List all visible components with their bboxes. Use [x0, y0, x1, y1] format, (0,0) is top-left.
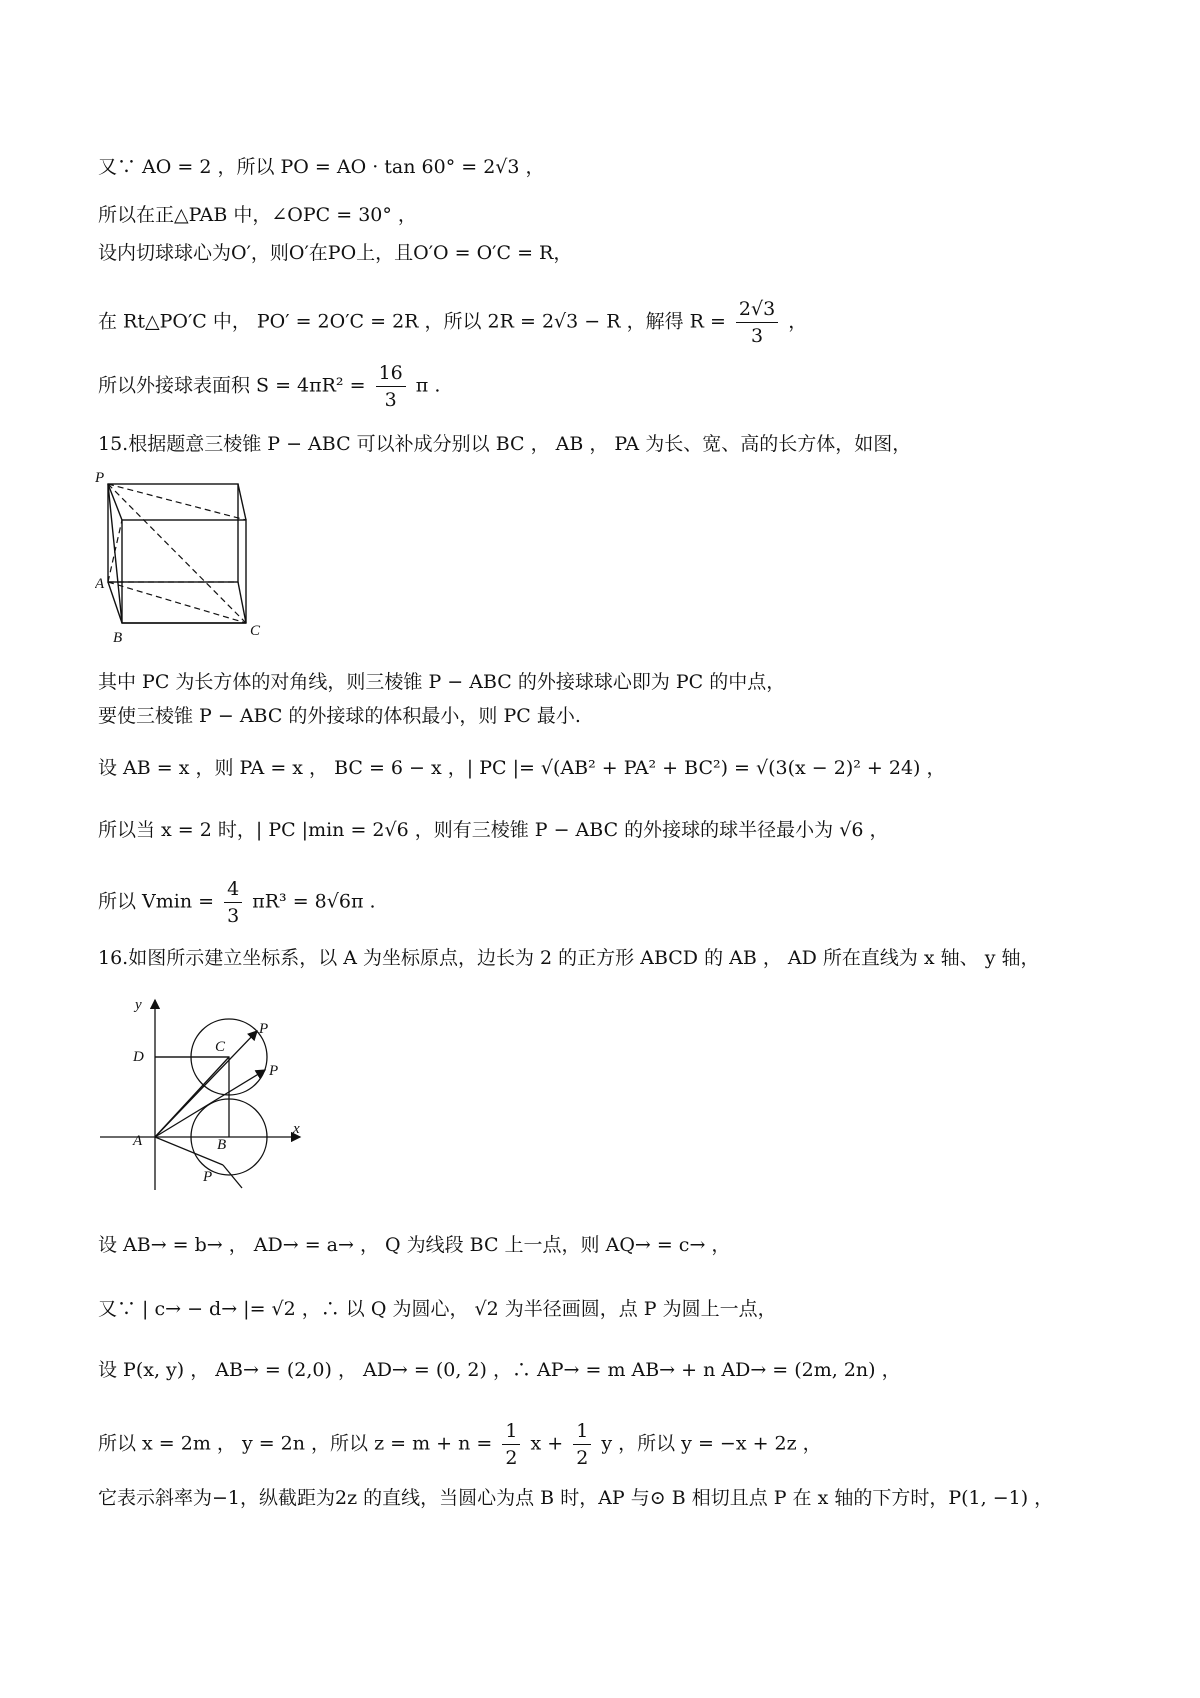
p14-line-4-text: 在 Rt△PO′C 中， PO′ = 2O′C = 2R ，所以 2R = 2√3 − R ，解得 R =	[98, 310, 726, 333]
p14-line-5-tail: π .	[415, 374, 441, 397]
p16-line-4-mid: x +	[530, 1432, 564, 1455]
fraction-numerator: 4	[224, 876, 242, 903]
p15-line-5-tail: πR³ = 8√6π .	[252, 890, 376, 913]
cuboid-back-face	[122, 520, 246, 623]
cuboid-figure	[95, 470, 275, 650]
fraction-numerator: 2√3	[736, 296, 778, 323]
label-A: A	[95, 576, 105, 592]
p16-line-4-tail: y ，所以 y = −x + 2z ，	[601, 1432, 822, 1455]
p16-line-5: 它表示斜率为−1，纵截距为2z 的直线，当圆心为点 B 时，AP 与⊙ B 相切且点 P 在 x 轴的下方时，P(1, −1) ，	[98, 1487, 1054, 1509]
p14-line-1: 又∵ AO = 2 ，所以 PO = AO · tan 60° = 2√3 ，	[98, 156, 545, 178]
tangent-line	[223, 1165, 242, 1188]
p15-intro: 15.根据题意三棱锥 P − ABC 可以补成分别以 BC ， AB ， PA 为长、宽、高的长方体，如图，	[98, 433, 912, 455]
fraction-numerator: 16	[376, 360, 406, 387]
p16-line-4	[98, 1418, 822, 1471]
p16-line-1: 设 AB→ = b→ ， AD→ = a→ ， Q 为线段 BC 上一点，则 AQ→ = c→ ，	[98, 1234, 731, 1256]
vector-AP-3	[155, 1137, 223, 1165]
p16-line-3: 设 P(x, y) ， AB→ = (2,0) ， AD→ = (0, 2) ，∴ AP→ = m AB→ + n AD→ = (2m, 2n) ，	[98, 1359, 901, 1381]
fraction-denominator: 2	[576, 1447, 589, 1469]
fraction	[573, 1418, 591, 1471]
p14-line-4-tail: ，	[788, 310, 808, 333]
p15-line-2: 要使三棱锥 P − ABC 的外接球的体积最小，则 PC 最小.	[98, 705, 581, 727]
p15-line-1: 其中 PC 为长方体的对角线，则三棱锥 P − ABC 的外接球球心即为 PC 的中点，	[98, 671, 786, 693]
dashed-edge	[108, 520, 122, 582]
fraction-denominator: 3	[384, 389, 397, 411]
p15-line-5-text: 所以 Vmin =	[98, 890, 215, 913]
label-P-right: P	[269, 1063, 279, 1079]
cuboid-edge	[238, 484, 246, 520]
p15-line-5	[98, 876, 376, 929]
p14-line-3: 设内切球球心为O′，则O′在PO上，且O′O = O′C = R，	[98, 242, 573, 264]
label-D: D	[133, 1049, 144, 1065]
p14-line-2: 所以在正△PAB 中，∠OPC = 30° ，	[98, 204, 417, 226]
p15-line-3: 设 AB = x ，则 PA = x ， BC = 6 − x ，| PC |= √(AB² + PA² + BC²) = √(3(x − 2)² + 24) ，	[98, 757, 946, 779]
label-P: P	[95, 470, 105, 486]
label-B: B	[113, 630, 123, 646]
dashed-edge	[108, 484, 246, 520]
label-B: B	[217, 1137, 227, 1153]
edge-AC	[108, 582, 246, 623]
fraction-denominator: 3	[751, 325, 764, 347]
p15-line-4: 所以当 x = 2 时，| PC |min = 2√6 ，则有三棱锥 P − ABC 的外接球的球半径最小为 √6 ，	[98, 819, 889, 841]
label-A: A	[133, 1133, 143, 1149]
label-P-bottom: P	[203, 1169, 213, 1185]
p16-line-4-text: 所以 x = 2m ， y = 2n ，所以 z = m + n =	[98, 1432, 493, 1455]
p14-line-4	[98, 296, 807, 349]
label-C: C	[250, 623, 261, 639]
p16-intro: 16.如图所示建立坐标系，以 A 为坐标原点，边长为 2 的正方形 ABCD 的 AB ， AD 所在直线为 x 轴、 y 轴，	[98, 947, 1040, 969]
label-P-top: P	[259, 1021, 269, 1037]
fraction	[502, 1418, 520, 1471]
label-y: y	[135, 997, 142, 1013]
fraction	[736, 296, 778, 349]
fraction-numerator: 1	[573, 1418, 591, 1445]
fraction-denominator: 3	[227, 905, 240, 927]
label-x: x	[293, 1121, 300, 1137]
fraction	[376, 360, 406, 413]
fraction-numerator: 1	[502, 1418, 520, 1445]
fraction	[224, 876, 242, 929]
label-C: C	[215, 1039, 226, 1055]
coordinate-figure	[95, 995, 315, 1195]
fraction-denominator: 2	[505, 1447, 518, 1469]
p16-line-2: 又∵ | c→ − d→ |= √2 ，∴ 以 Q 为圆心， √2 为半径画圆，点 P 为圆上一点，	[98, 1298, 777, 1320]
p14-line-5-text: 所以外接球表面积 S = 4πR² =	[98, 374, 366, 397]
cuboid-front-face	[108, 484, 238, 582]
p14-line-5	[98, 360, 440, 413]
cuboid-edge	[238, 582, 246, 623]
